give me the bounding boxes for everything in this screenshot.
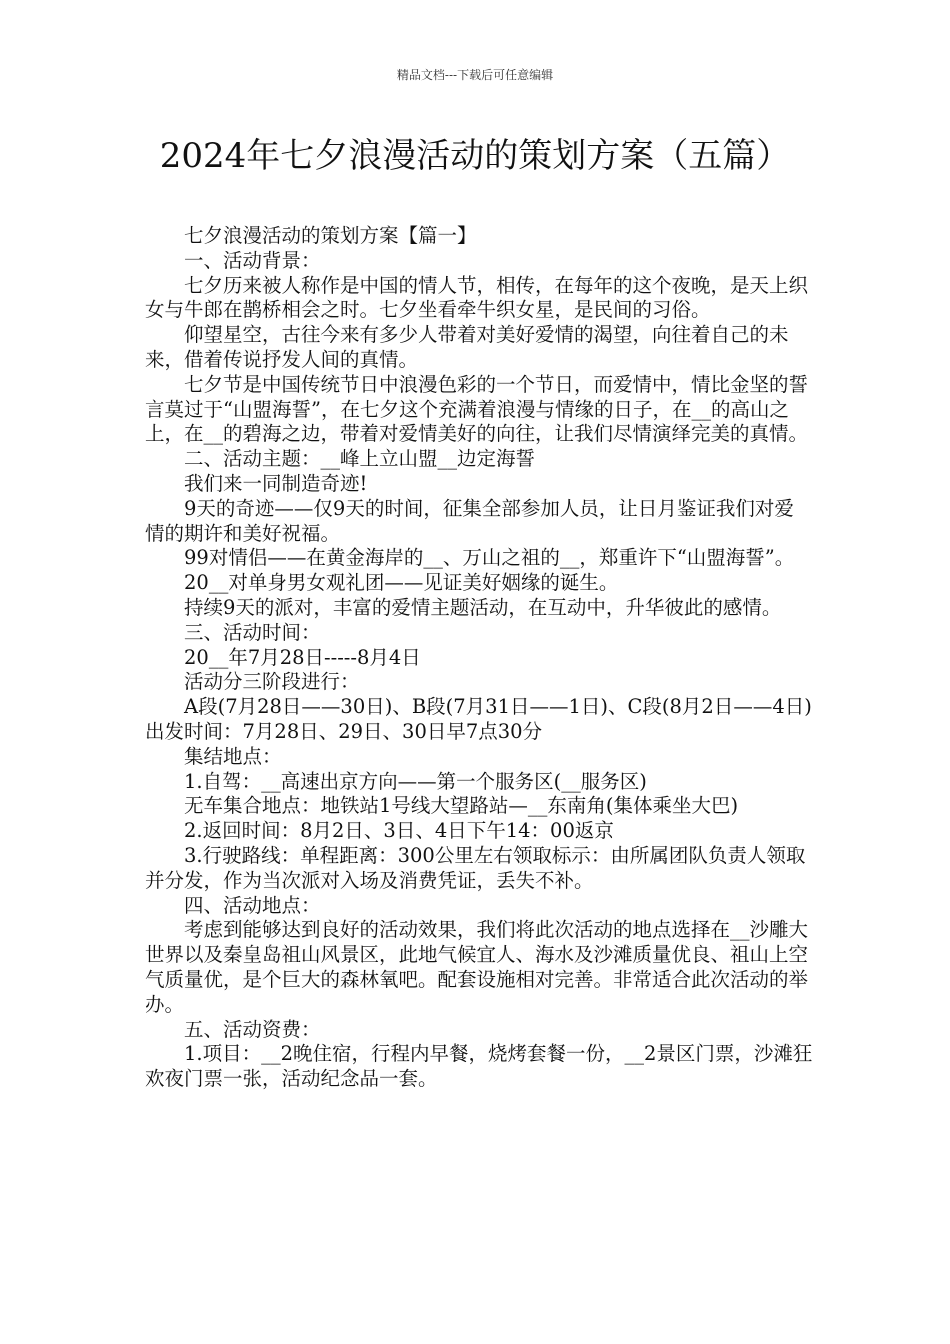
paragraph: 七夕节是中国传统节日中浪漫色彩的一个节日，而爱情中，情比金坚的誓言莫过于“山盟海誓”，在七夕这个充满着浪漫与情缘的日子，在__的高山之上，在__的碧海之边，带着对爱情美好的向往，让我们尽情演绎完美的真情。 bbox=[145, 372, 809, 446]
subheading-theme: 二、活动主题：__峰上立山盟__边定海誓 bbox=[184, 447, 536, 471]
page-header: 精品文档---下载后可任意编辑 bbox=[396, 68, 554, 82]
paragraph: 活动分三阶段进行： bbox=[184, 670, 360, 694]
paragraph: 20__年7月28日-----8月4日 bbox=[184, 645, 421, 669]
document-body bbox=[145, 224, 813, 1092]
subheading-background: 一、活动背景： bbox=[184, 248, 321, 272]
paragraph: 20__对单身男女观礼团——见证美好姻缘的诞生。 bbox=[184, 571, 619, 595]
paragraph: 仰望星空，古往今来有多少人带着对美好爱情的渴望，向往着自己的未来，借着传说抒发人间的真情。 bbox=[145, 323, 789, 371]
paragraph: 2.返回时间：8月2日、3日、4日下午14：00返京 bbox=[184, 819, 614, 843]
document-title: 2024年七夕浪漫活动的策划方案（五篇） bbox=[159, 136, 791, 176]
paragraph: 无车集合地点：地铁站1号线大望路站—__东南角(集体乘坐大巴) bbox=[184, 794, 739, 818]
paragraph: 1.自驾：__高速出京方向——第一个服务区(__服务区) bbox=[184, 769, 647, 793]
subheading-location: 四、活动地点： bbox=[184, 893, 321, 917]
paragraph: 我们来一同制造奇迹! bbox=[184, 471, 368, 495]
paragraph: 考虑到能够达到良好的活动效果，我们将此次活动的地点选择在__沙雕大世界以及秦皇岛祖山风景区，此地气候宜人、海水及沙滩质量优良、祖山上空气质量优，是个巨大的森林氧吧。配套设施相对完善。非常适合此次活动的举办。 bbox=[145, 918, 809, 1016]
paragraph: 持续9天的派对，丰富的爱情主题活动，在互动中，升华彼此的感情。 bbox=[184, 595, 782, 619]
paragraph: A段(7月28日——30日)、B段(7月31日——1日)、C段(8月2日——4日)出发时间：7月28日、29日、30日早7点30分 bbox=[145, 695, 812, 743]
subheading-fees: 五、活动资费： bbox=[184, 1017, 321, 1041]
paragraph: 99对情侣——在黄金海岸的__、万山之祖的__，郑重许下“山盟海誓”。 bbox=[184, 546, 795, 570]
paragraph: 9天的奇迹——仅9天的时间，征集全部参加人员，让日月鉴证我们对爱情的期许和美好祝福。 bbox=[145, 496, 794, 545]
paragraph: 集结地点： bbox=[184, 744, 282, 768]
subheading-time: 三、活动时间： bbox=[184, 620, 321, 644]
paragraph: 七夕历来被人称作是中国的情人节，相传，在每年的这个夜晚，是天上织女与牛郎在鹊桥相会之时。七夕坐看牵牛织女星，是民间的习俗。 bbox=[145, 273, 809, 322]
paragraph: 3.行驶路线：单程距离：300公里左右领取标示：由所属团队负责人领取并分发，作为当次派对入场及消费凭证，丢失不补。 bbox=[145, 843, 806, 892]
section-heading: 七夕浪漫活动的策划方案【篇一】 bbox=[184, 224, 477, 247]
paragraph: 1.项目：__2晚住宿，行程内早餐，烧烤套餐一份，__2景区门票，沙滩狂欢夜门票一张，活动纪念品一套。 bbox=[145, 1042, 813, 1091]
